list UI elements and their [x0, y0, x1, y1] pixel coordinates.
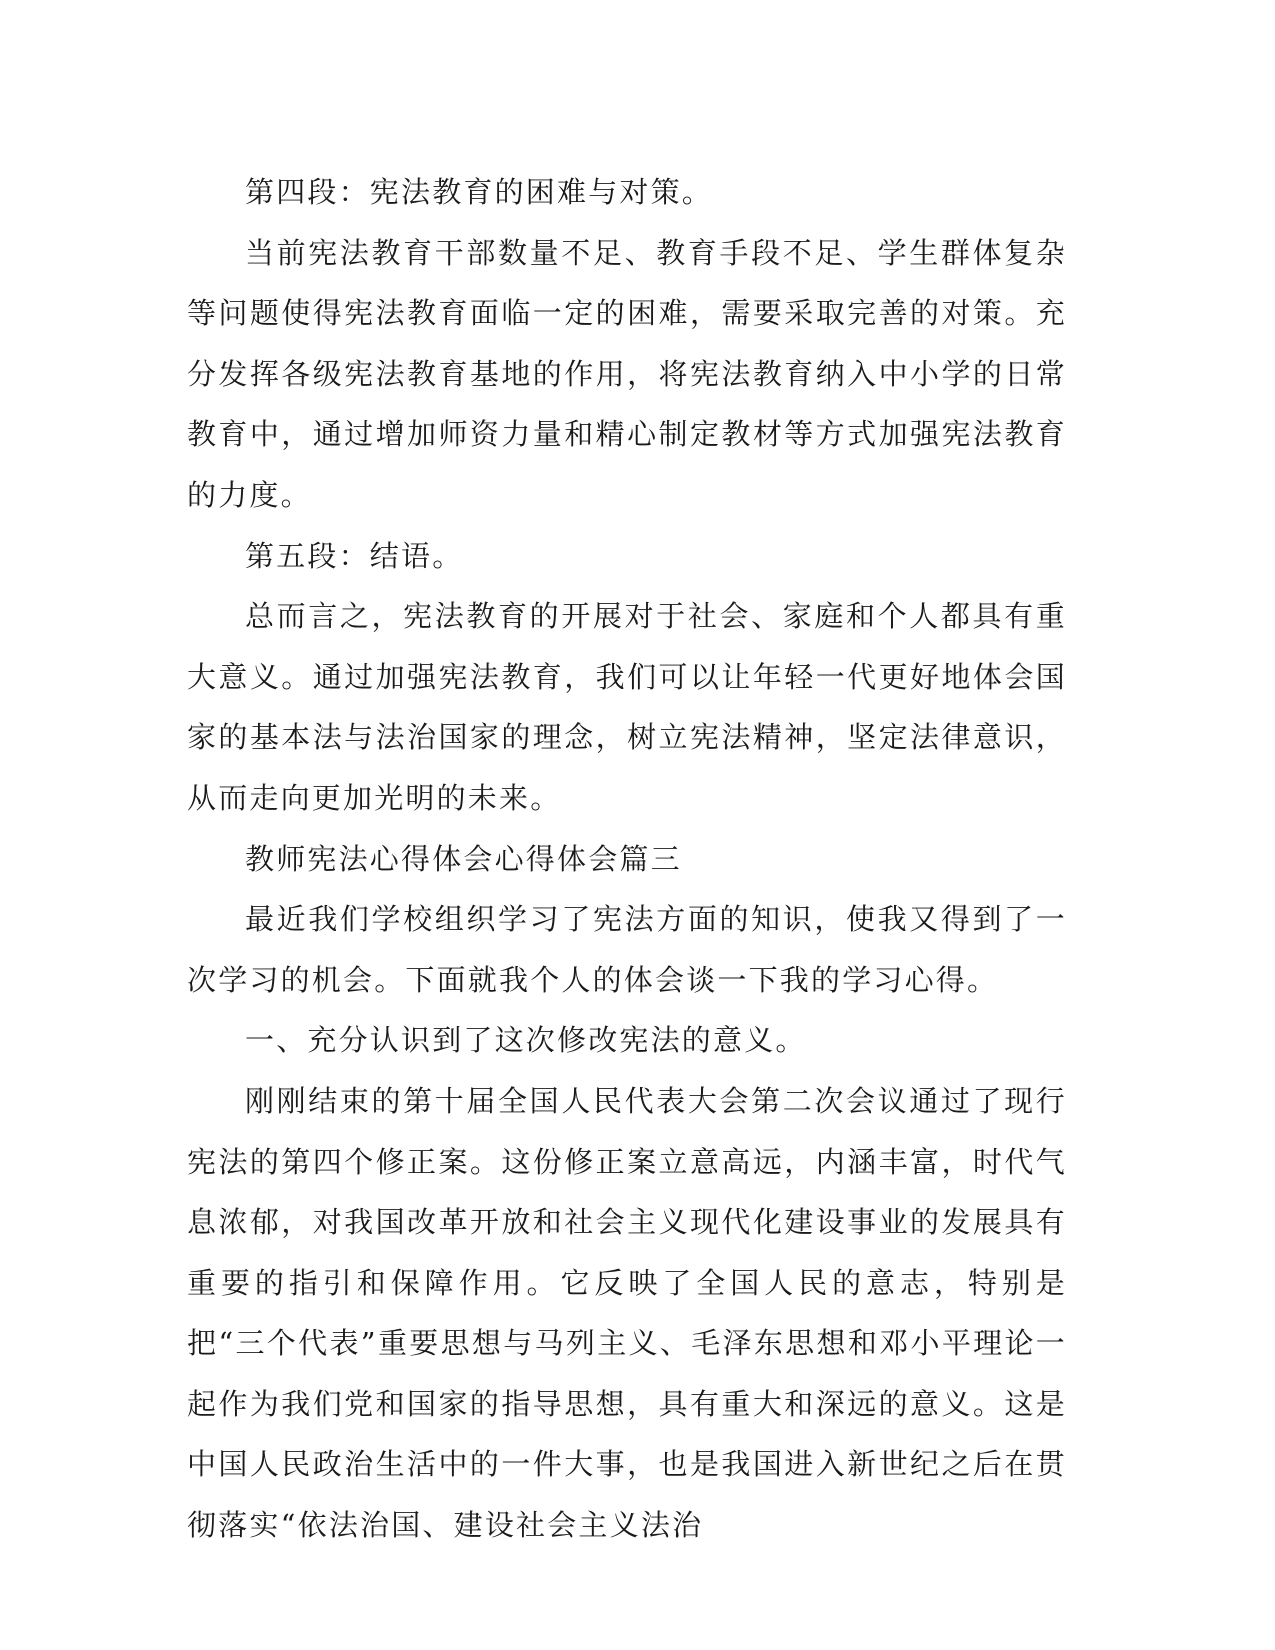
subsection-heading: 一、充分认识到了这次修改宪法的意义。 — [245, 1023, 807, 1058]
paragraph: 总而言之，宪法教育的开展对于社会、家庭和个人都具有重大意义。通过加强宪法教育，我们可以让年轻一代更好地体会国家的基本法与法治国家的理念，树立宪法精神，坚定法律意识，从而走向更加光明的未来。 — [187, 599, 1067, 815]
paragraph: 当前宪法教育干部数量不足、教育手段不足、学生群体复杂等问题使得宪法教育面临一定的困难，需要采取完善的对策。充分发挥各级宪法教育基地的作用，将宪法教育纳入中小学的日常教育中，通过增加师资力量和精心制定教材等方式加强宪法教育的力度。 — [187, 235, 1067, 512]
article-title: 教师宪法心得体会心得体会篇三 — [245, 841, 682, 876]
section-heading-4: 第四段：宪法教育的困难与对策。 — [245, 175, 714, 209]
section-heading-5: 第五段：结语。 — [245, 538, 464, 573]
paragraph: 最近我们学校组织学习了宪法方面的知识，使我又得到了一次学习的机会。下面就我个人的体会谈一下我的学习心得。 — [187, 902, 1067, 997]
document-body — [187, 162, 1067, 1556]
paragraph: 刚刚结束的第十届全国人民代表大会第二次会议通过了现行宪法的第四个修正案。这份修正案立意高远，内涵丰富，时代气息浓郁，对我国改革开放和社会主义现代化建设事业的发展具有重要的指引和保障作用。它反映了全国人民的意志，特别是把“三个代表”重要思想与马列主义、毛泽东思想和邓小平理论一起作为我们党和国家的指导思想，具有重大和深远的意义。这是中国人民政治生活中的一件大事，也是我国进入新世纪之后在贯彻落实“依法治国、建设社会主义法治 — [187, 1083, 1067, 1543]
